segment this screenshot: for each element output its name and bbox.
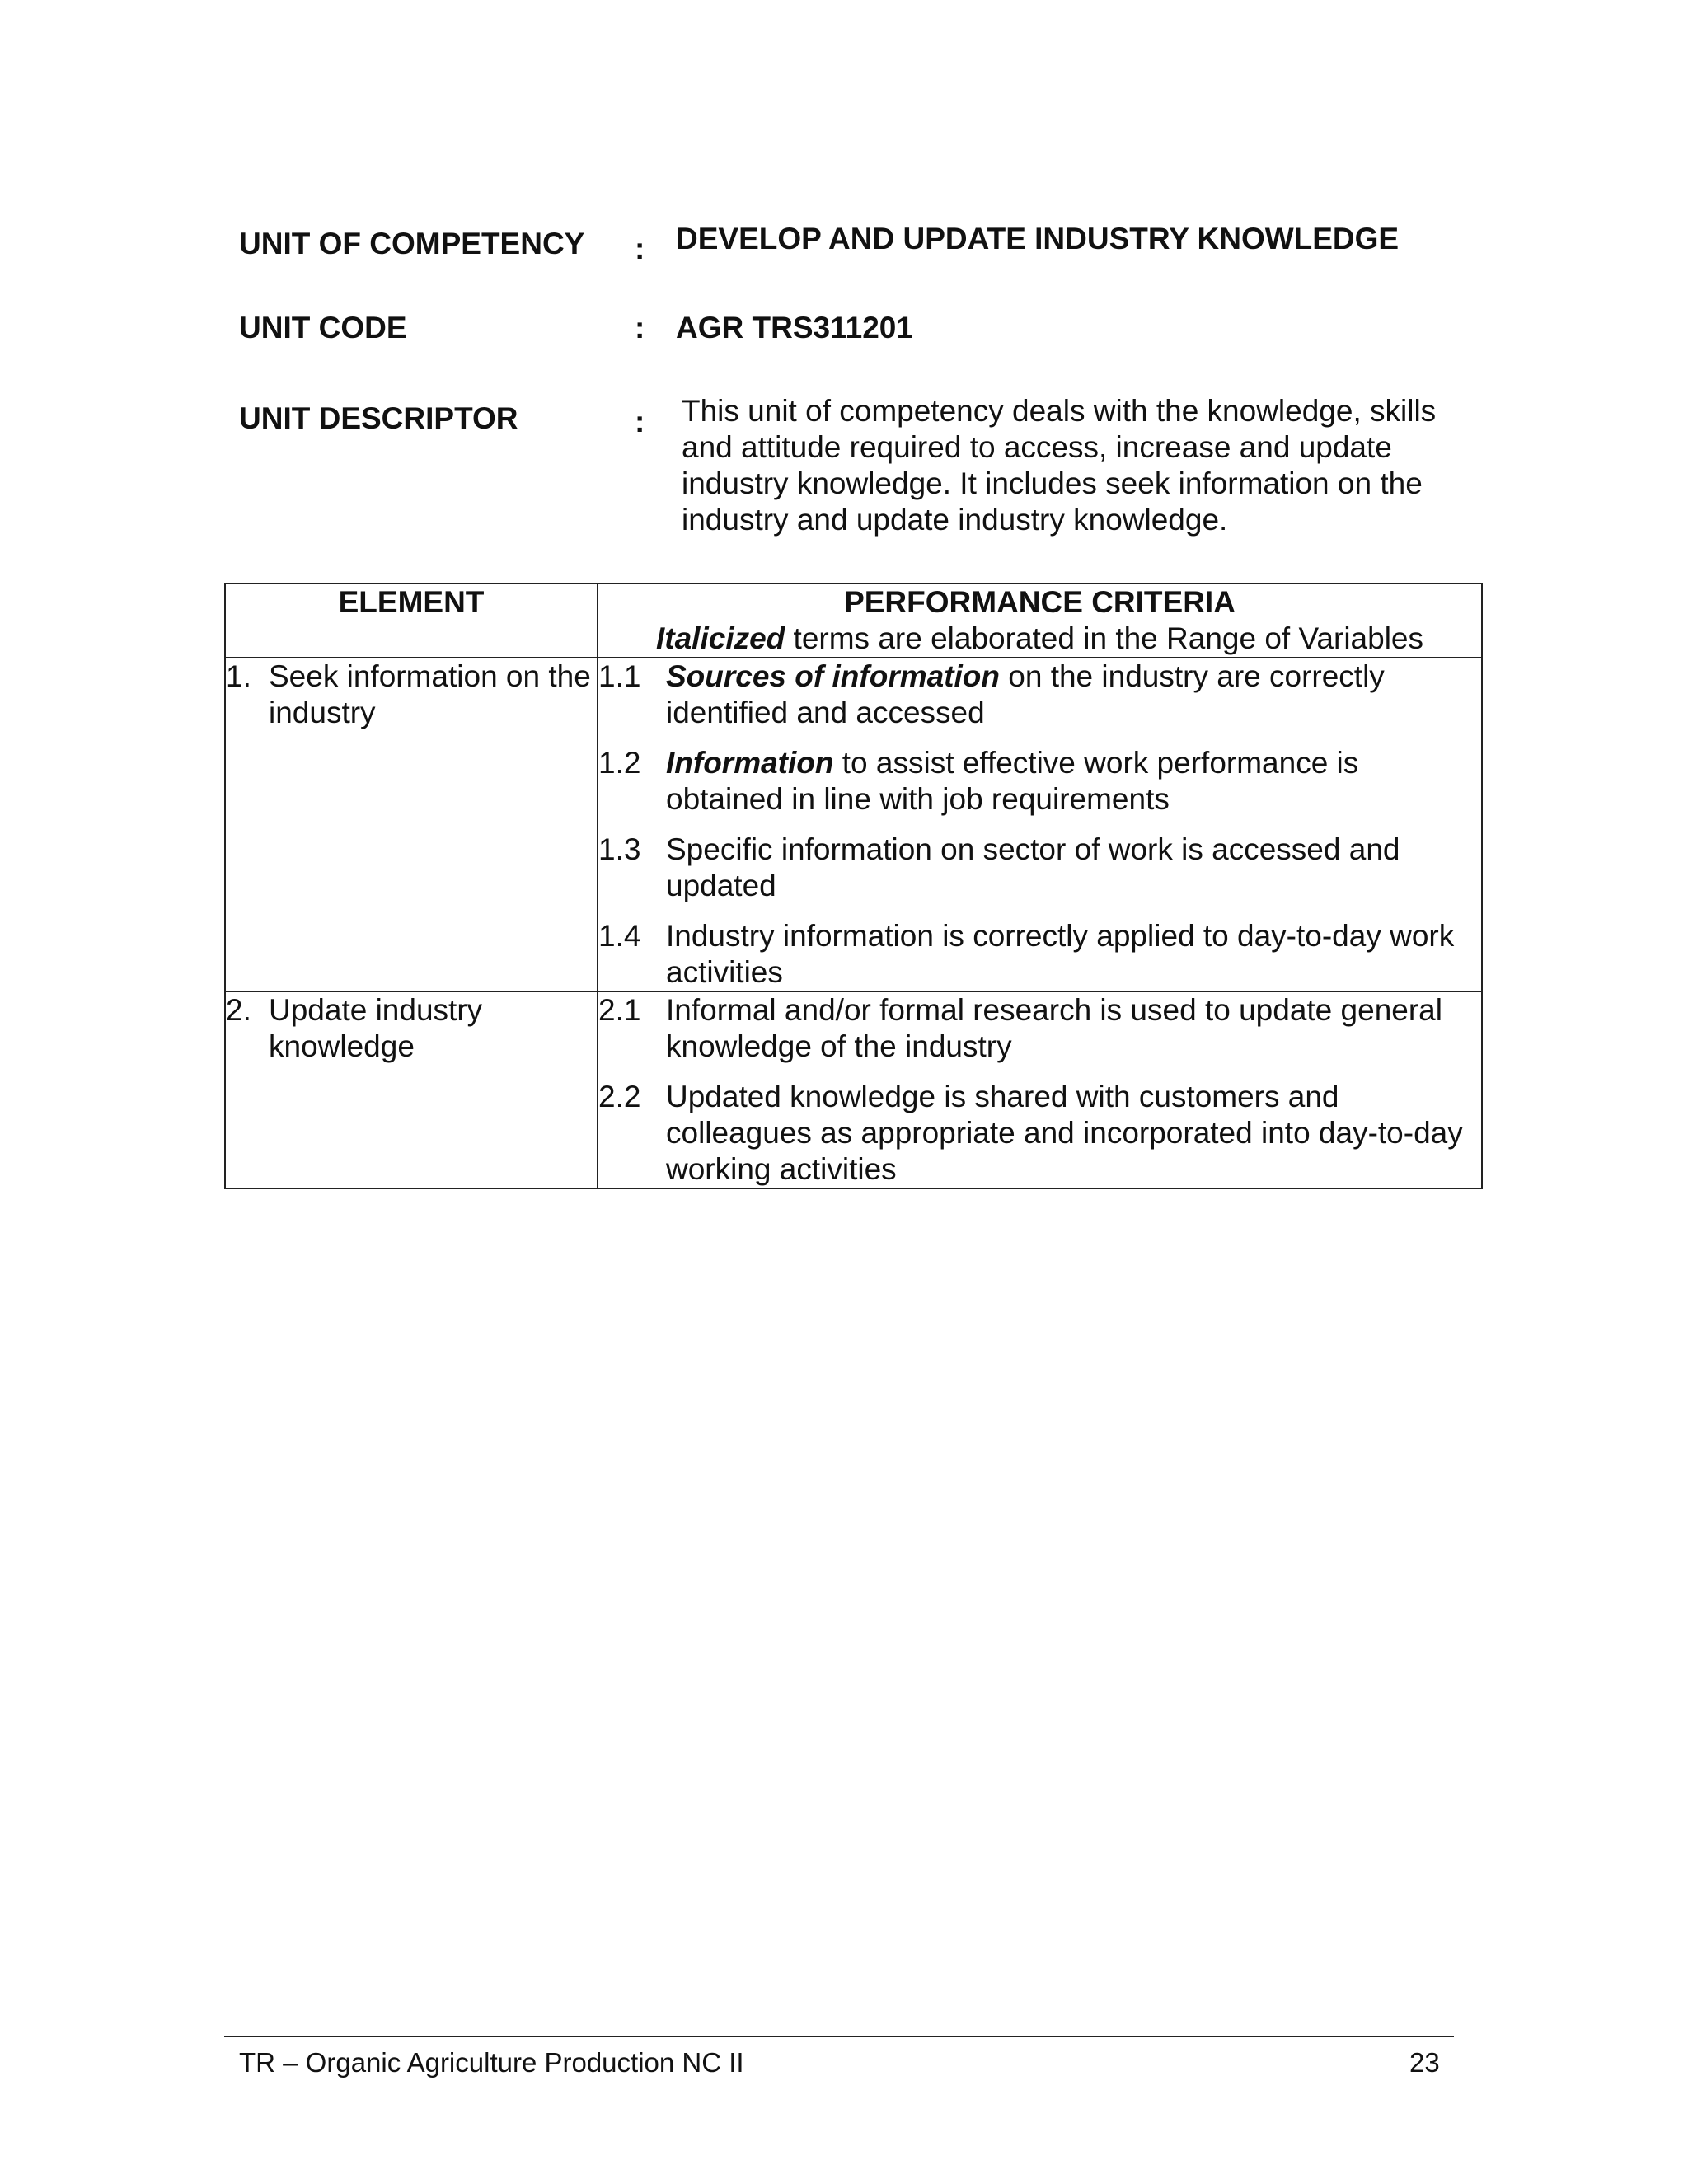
criteria-cell <box>598 658 1482 991</box>
performance-criteria-title: PERFORMANCE CRITERIA <box>844 585 1236 619</box>
criterion-body: Updated knowledge is shared with customers and colleagues as appropriate and incorporated into day-to-day working activities <box>666 1080 1463 1186</box>
criterion-body: to assist effective work performance is obtained in line with job requirements <box>666 746 1359 816</box>
italicized-word: Italicized <box>656 621 785 655</box>
criterion-emphasis: Information <box>666 746 834 780</box>
criterion-number: 1.1 <box>598 659 641 693</box>
criterion-number: 1.2 <box>598 746 641 780</box>
criterion-item <box>598 832 1481 904</box>
unit-of-competency-label: UNIT OF COMPETENCY <box>239 227 585 260</box>
unit-code-value: AGR TRS311201 <box>676 311 913 344</box>
element-cell <box>225 658 598 991</box>
performance-criteria-subtitle-rest: terms are elaborated in the Range of Variables <box>785 621 1423 655</box>
competency-table <box>224 583 1483 1189</box>
page-number: 23 <box>1409 2047 1440 2078</box>
performance-criteria-subtitle <box>656 621 1423 655</box>
table-row <box>225 991 1482 1188</box>
table-row <box>225 658 1482 991</box>
criterion-item <box>598 658 1481 731</box>
element-column-header: ELEMENT <box>225 583 598 658</box>
unit-descriptor-text: This unit of competency deals with the knowledge, skills and attitude required to access, increase and update industry knowledge. It includes seek information on the industry and update industry knowledge. <box>682 394 1437 537</box>
unit-descriptor-label: UNIT DESCRIPTOR <box>239 401 518 435</box>
criterion-number: 1.3 <box>598 832 641 866</box>
criterion-text <box>666 658 1481 731</box>
colon: : <box>635 311 645 344</box>
criterion-item <box>598 992 1481 1065</box>
criterion-item <box>598 1079 1481 1188</box>
criterion-body: Informal and/or formal research is used to update general knowledge of the industry <box>666 993 1442 1063</box>
element-item <box>226 658 597 731</box>
element-number: 1. <box>226 659 251 693</box>
colon: : <box>635 232 645 265</box>
element-cell <box>225 991 598 1188</box>
criterion-text <box>666 918 1481 991</box>
footer-title: TR – Organic Agriculture Production NC II <box>239 2047 744 2078</box>
criterion-body: on the industry are correctly identified and accessed <box>666 659 1385 729</box>
colon: : <box>635 405 645 438</box>
element-text: Update industry knowledge <box>269 993 483 1063</box>
unit-code-label: UNIT CODE <box>239 311 407 344</box>
criteria-cell <box>598 991 1482 1188</box>
criterion-body: Industry information is correctly applied to day-to-day work activities <box>666 919 1455 989</box>
criterion-number: 2.1 <box>598 993 641 1027</box>
criterion-emphasis: Sources of information <box>666 659 1000 693</box>
unit-of-competency-value: DEVELOP AND UPDATE INDUSTRY KNOWLEDGE <box>676 222 1400 255</box>
criterion-text <box>666 745 1481 818</box>
criterion-text <box>666 992 1481 1065</box>
element-item <box>226 992 597 1065</box>
criterion-body: Specific information on sector of work is accessed and updated <box>666 832 1400 902</box>
table-header-row <box>225 583 1482 658</box>
criterion-number: 1.4 <box>598 919 641 953</box>
criterion-item <box>598 918 1481 991</box>
criterion-text <box>666 1079 1481 1188</box>
element-number: 2. <box>226 993 251 1027</box>
footer-divider <box>224 2036 1454 2037</box>
criterion-text <box>666 832 1481 904</box>
element-text: Seek information on the industry <box>269 659 591 729</box>
criterion-number: 2.2 <box>598 1080 641 1113</box>
performance-criteria-column-header <box>598 583 1482 658</box>
criterion-item <box>598 745 1481 818</box>
